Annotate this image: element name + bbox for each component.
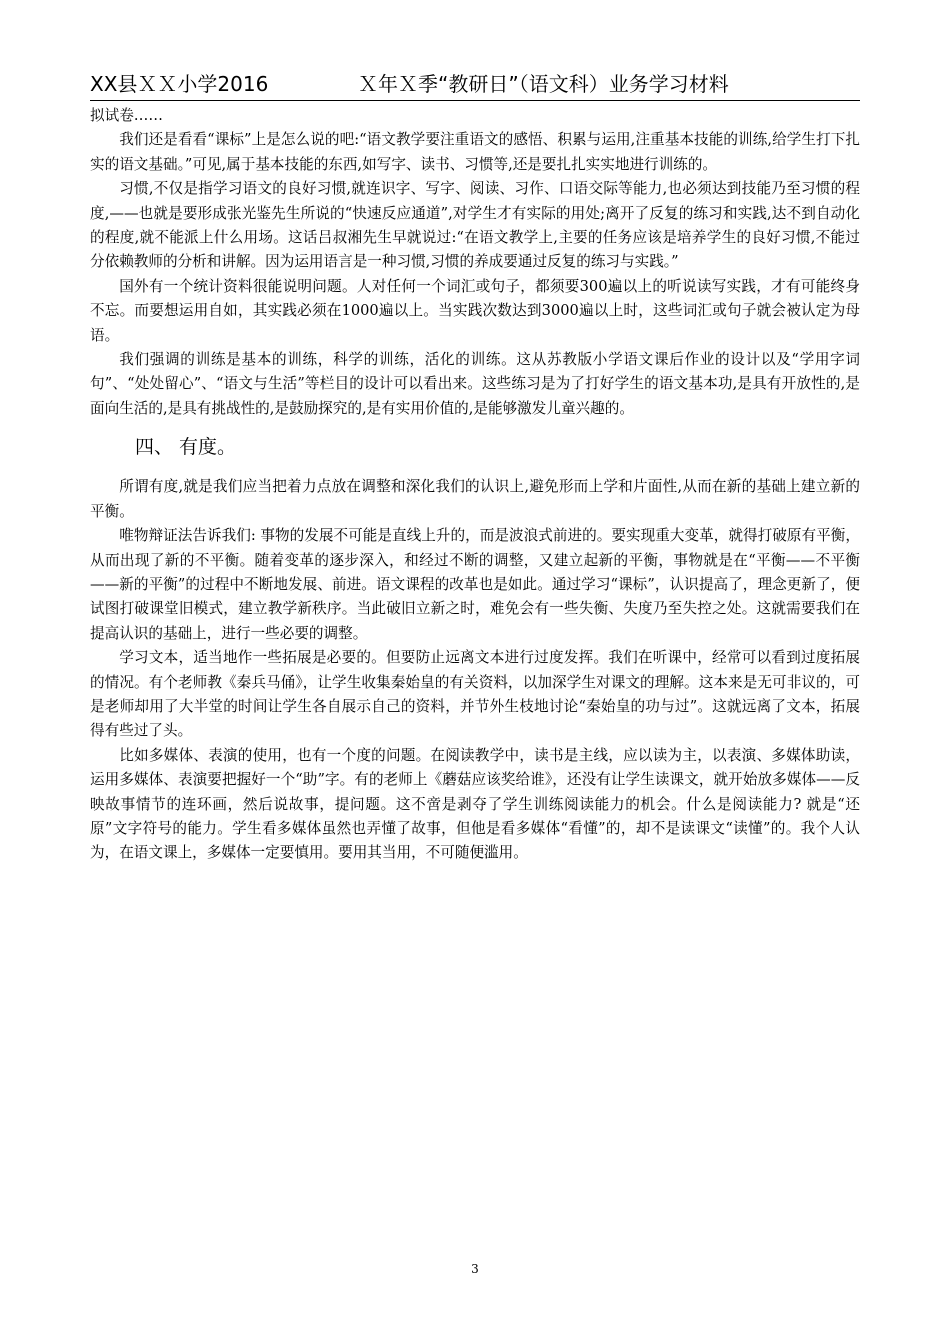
paragraph-continuation: 拟试卷……: [90, 107, 163, 124]
paragraph-statistics: 国外有一个统计资料很能说明问题。人对任何一个词汇或句子，都须要300遍以上的听说读写实践，才有可能终身不忘。而要想运用自如，其实践必须在1000遍以上。当实践次数达到3000遍以上时，这些词汇或句子就会被认定为母语。: [90, 277, 860, 344]
page-number: 3: [471, 1262, 479, 1276]
paragraph-training: 我们强调的训练是基本的训练，科学的训练，活化的训练。这从苏教版小学语文课后作业的设计以及“学用字词句”、“处处留心”、“语文与生活”等栏目的设计可以看出来。这些练习是为了打好学生的语文基本功,是具有开放性的,是面向生活的,是具有挑战性的,是鼓励探究的,是有实用价值的,是能够激发儿童兴趣的。: [90, 351, 860, 417]
paragraph-dialectics: 唯物辩证法告诉我们: 事物的发展不可能是直线上升的，而是波浪式前进的。要实现重大变革，就得打破原有平衡，从而出现了新的不平衡。随着变革的逐步深入，和经过不断的调整，又建立起新的平衡，事物就是在“平衡——不平衡——新的平衡”的过程中不断地发展、前进。语文课程的改革也是如此。通过学习“课标”，认识提高了，理念更新了，便试图打破课堂旧模式，建立教学新秩序。当此破旧立新之时，难免会有一些失衡、失度乃至失控之处。这就需要我们在提高认识的基础上，进行一些必要的调整。: [90, 527, 860, 642]
paragraph-moderation: 所谓有度,就是我们应当把着力点放在调整和深化我们的认识上,避免形而上学和片面性,从而在新的基础上建立新的平衡。: [90, 478, 860, 520]
header-title: Ｘ年Ｘ季“教研日”（语文科）业务学习材料: [358, 72, 729, 96]
page-header: [90, 70, 860, 101]
paragraph-multimedia: 比如多媒体、表演的使用，也有一个度的问题。在阅读教学中，读书是主线，应以读为主，以表演、多媒体助读，运用多媒体、表演要把握好一个“助”字。有的老师上《蘑菇应该奖给谁》，还没有让学生读课文，就开始放多媒体——反映故事情节的连环画，然后说故事，提问题。这不啻是剥夺了学生训练阅读能力的机会。什么是阅读能力? 就是“还原”文字符号的能力。学生看多媒体虽然也弄懂了故事，但他是看多媒体“看懂”的，却不是读课文“读懂”的。我个人认为，在语文课上，多媒体一定要慎用。要用其当用，不可随便滥用。: [90, 746, 860, 862]
paragraph-text-extension: 学习文本，适当地作一些拓展是必要的。但要防止远离文本进行过度发挥。我们在听课中，经常可以看到过度拓展的情况。有个老师教《秦兵马俑》，让学生收集秦始皇的有关资料，以加深学生对课文的理解。这本来是无可非议的，可是老师却用了大半堂的时间让学生各自展示自己的资料，并节外生枝地讨论“秦始皇的功与过”。这就远离了文本，拓展得有些过了头。: [90, 649, 860, 740]
header-school: XX县ＸＸ小学2016: [90, 72, 269, 96]
document-body: [90, 104, 860, 866]
section-heading: 四、 有度。: [135, 436, 237, 459]
paragraph-curriculum-standard: 我们还是看看“课标”上是怎么说的吧:“语文教学要注重语文的感悟、积累与运用,注重基本技能的训练,给学生打下扎实的语文基础。”可见,属于基本技能的东西,如写字、读书、习惯等,还是要扎扎实实地进行训练的。: [90, 131, 860, 173]
paragraph-habits: 习惯,不仅是指学习语文的良好习惯,就连识字、写字、阅读、习作、口语交际等能力,也必须达到技能乃至习惯的程度,——也就是要形成张光鉴先生所说的“快速反应通道”,对学生才有实际的用处;离开了反复的练习和实践,达不到自动化的程度,就不能派上什么用场。这话吕叔湘先生早就说过:“在语文教学上,主要的任务应该是培养学生的良好习惯,不能过分依赖教师的分析和讲解。因为运用语言是一种习惯,习惯的养成要通过反复的练习与实践。”: [90, 180, 860, 271]
